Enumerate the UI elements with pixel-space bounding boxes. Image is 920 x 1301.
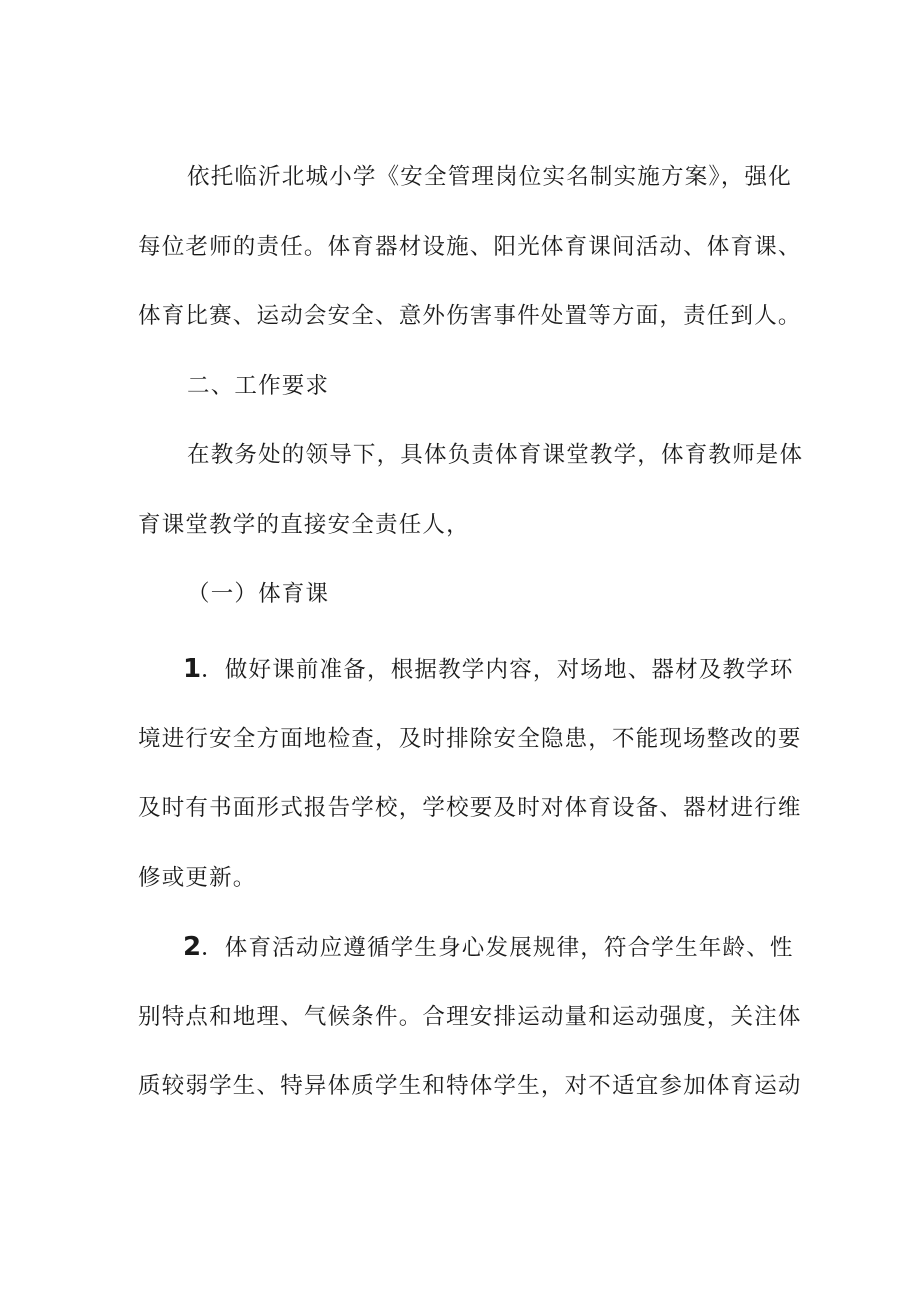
- item-1-line-1: [183, 654, 794, 685]
- item-1-text: ．做好课前准备，根据教学内容，对场地、器材及教学环: [201, 657, 794, 683]
- item-2-text: ．体育活动应遵循学生身心发展规律，符合学生年龄、性: [201, 935, 794, 961]
- item-1-number: 1: [183, 654, 202, 684]
- paragraph-1-line-2: 每位老师的责任。体育器材设施、阳光体育课间活动、体育课、: [138, 234, 802, 260]
- item-2-line-3: 质较弱学生、特异体质学生和特体学生，对不适宜参加体育运动: [138, 1073, 802, 1099]
- paragraph-1-line-3: 体育比赛、运动会安全、意外伤害事件处置等方面，责任到人。: [138, 303, 802, 329]
- paragraph-2-line-2: 育课堂教学的直接安全责任人，: [138, 512, 470, 538]
- item-1-line-3: 及时有书面形式报告学校，学校要及时对体育设备、器材进行维: [138, 795, 802, 821]
- item-2-line-2: 别特点和地理、气候条件。合理安排运动量和运动强度，关注体: [138, 1004, 802, 1030]
- subheading: （一）体育课: [187, 581, 330, 607]
- item-2-number: 2: [183, 932, 202, 962]
- section-heading: 二、工作要求: [187, 373, 330, 399]
- paragraph-2-line-1: 在教务处的领导下，具体负责体育课堂教学，体育教师是体: [187, 442, 804, 468]
- item-1-line-2: 境进行安全方面地检查，及时排除安全隐患，不能现场整改的要: [138, 726, 802, 752]
- item-1-line-4: 修或更新。: [138, 865, 257, 891]
- item-2-line-1: [183, 932, 794, 963]
- paragraph-1-line-1: 依托临沂北城小学《安全管理岗位实名制实施方案》，强化: [187, 164, 792, 190]
